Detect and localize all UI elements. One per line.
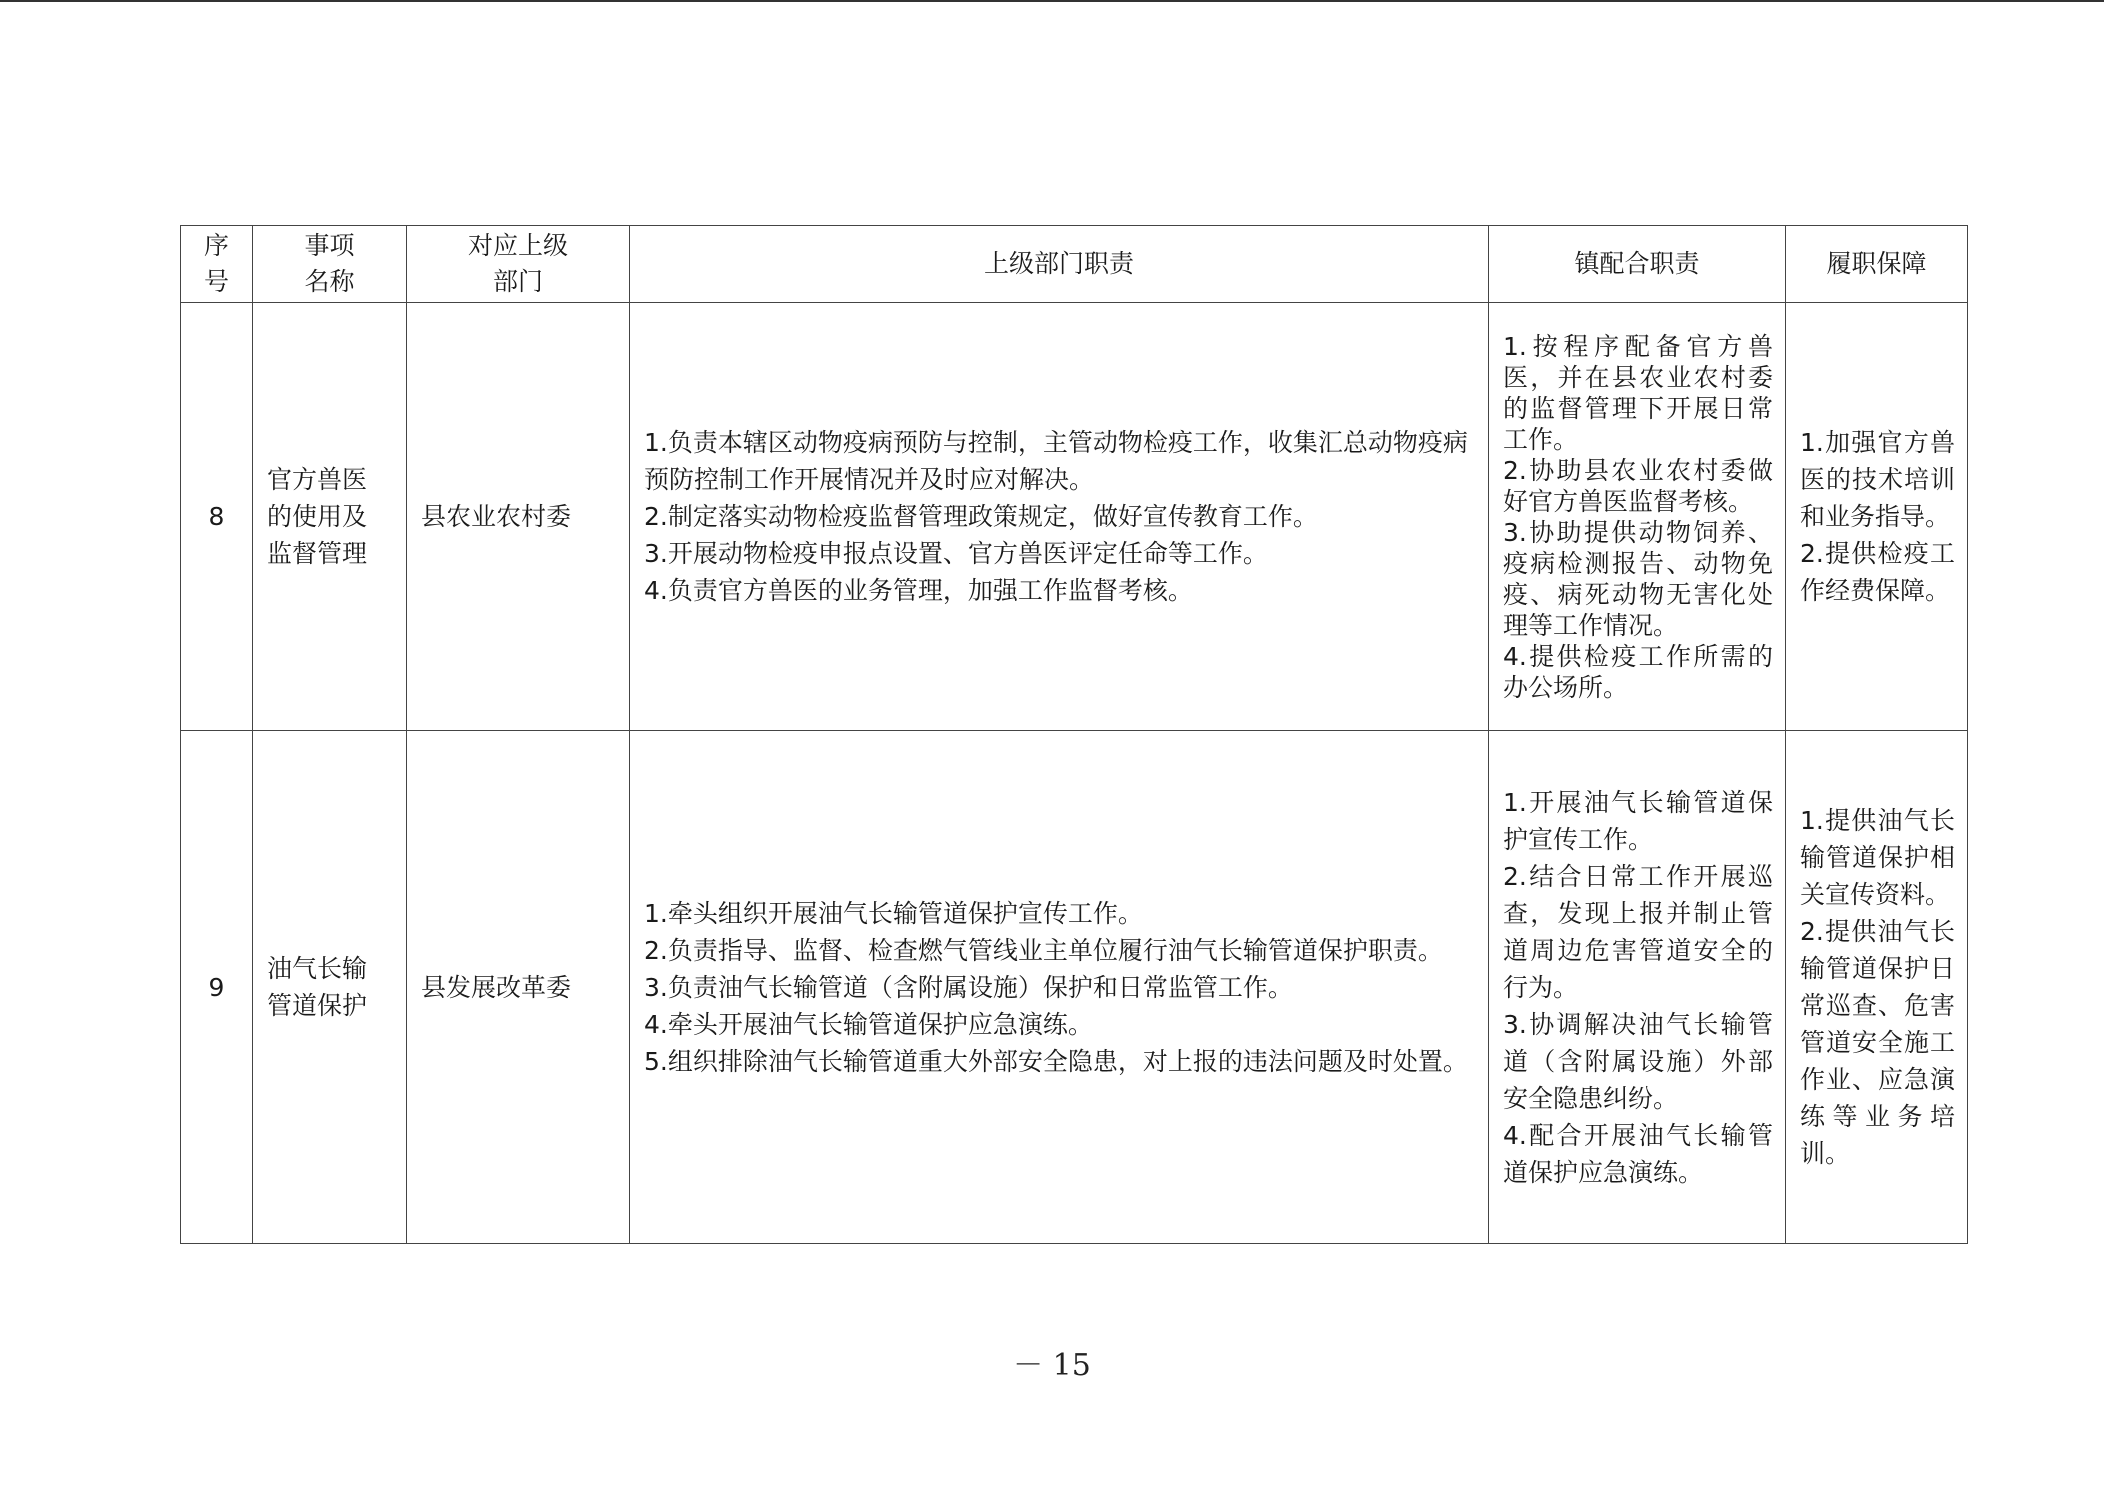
page-top-border (0, 0, 2104, 2)
superior-duty-item: 3.负责油气长输管道（含附属设施）保护和日常监管工作。 (644, 972, 1293, 1002)
town-duties (1489, 303, 1786, 731)
table-row (181, 731, 1968, 1244)
row-number: 9 (181, 731, 253, 1244)
item-name: 油气长输 管道保护 (253, 731, 407, 1244)
superior-department: 县农业农村委 (407, 303, 630, 731)
header-name: 事项 名称 (253, 226, 407, 303)
duty-table (180, 225, 1968, 1244)
header-no: 序 号 (181, 226, 253, 303)
header-dept: 对应上级 部门 (407, 226, 630, 303)
superior-duties (630, 731, 1489, 1244)
superior-duty-item: 4.牵头开展油气长输管道保护应急演练。 (644, 1009, 1093, 1039)
table-row (181, 303, 1968, 731)
superior-duty-item: 2.负责指导、监督、检查燃气管线业主单位履行油气长输管道保护职责。 (644, 935, 1443, 965)
guarantee-item: 2.提供油气长输管道保护日常巡查、危害管道安全施工作业、应急演练等业务培训。 (1800, 917, 1955, 1168)
superior-duty-item: 1.负责本辖区动物疫病预防与控制，主管动物检疫工作，收集汇总动物疫病预防控制工作开展情况并及时应对解决。 (644, 428, 1468, 494)
superior-duty-item: 3.开展动物检疫申报点设置、官方兽医评定任命等工作。 (644, 539, 1268, 568)
duty-guarantee (1786, 731, 1968, 1244)
superior-duty-item: 4.负责官方兽医的业务管理，加强工作监督考核。 (644, 576, 1193, 605)
superior-duty-item: 5.组织排除油气长输管道重大外部安全隐患，对上报的违法问题及时处置。 (644, 1046, 1468, 1076)
superior-duty-item: 2.制定落实动物检疫监督管理政策规定，做好宣传教育工作。 (644, 502, 1318, 531)
header-guarantee: 履职保障 (1786, 226, 1968, 303)
superior-department: 县发展改革委 (407, 731, 630, 1244)
guarantee-item: 1.提供油气长输管道保护相关宣传资料。 (1800, 806, 1955, 909)
row-number: 8 (181, 303, 253, 731)
header-town-duties: 镇配合职责 (1489, 226, 1786, 303)
header-superior-duties: 上级部门职责 (630, 226, 1489, 303)
table-header-row (181, 226, 1968, 303)
town-duty-item: 3.协助提供动物饲养、疫病检测报告、动物免疫、病死动物无害化处理等工作情况。 (1503, 517, 1773, 640)
town-duty-item: 4.提供检疫工作所需的办公场所。 (1503, 641, 1773, 702)
town-duty-item: 1.按程序配备官方兽医，并在县农业农村委的监督管理下开展日常工作。 (1503, 331, 1773, 454)
town-duty-item: 2.结合日常工作开展巡查，发现上报并制止管道周边危害管道安全的行为。 (1503, 861, 1773, 1002)
town-duty-item: 2.协助县农业农村委做好官方兽医监督考核。 (1503, 455, 1773, 516)
town-duty-item: 1.开展油气长输管道保护宣传工作。 (1503, 787, 1773, 854)
page-number: － 15 (1013, 1348, 1091, 1383)
superior-duties (630, 303, 1489, 731)
duty-guarantee (1786, 303, 1968, 731)
town-duties (1489, 731, 1786, 1244)
town-duty-item: 4.配合开展油气长输管道保护应急演练。 (1503, 1120, 1773, 1187)
town-duty-item: 3.协调解决油气长输管道（含附属设施）外部安全隐患纠纷。 (1503, 1009, 1773, 1113)
superior-duty-item: 1.牵头组织开展油气长输管道保护宣传工作。 (644, 898, 1143, 928)
guarantee-item: 2.提供检疫工作经费保障。 (1800, 539, 1955, 605)
item-name: 官方兽医 的使用及 监督管理 (253, 303, 407, 731)
guarantee-item: 1.加强官方兽医的技术培训和业务指导。 (1800, 428, 1955, 531)
